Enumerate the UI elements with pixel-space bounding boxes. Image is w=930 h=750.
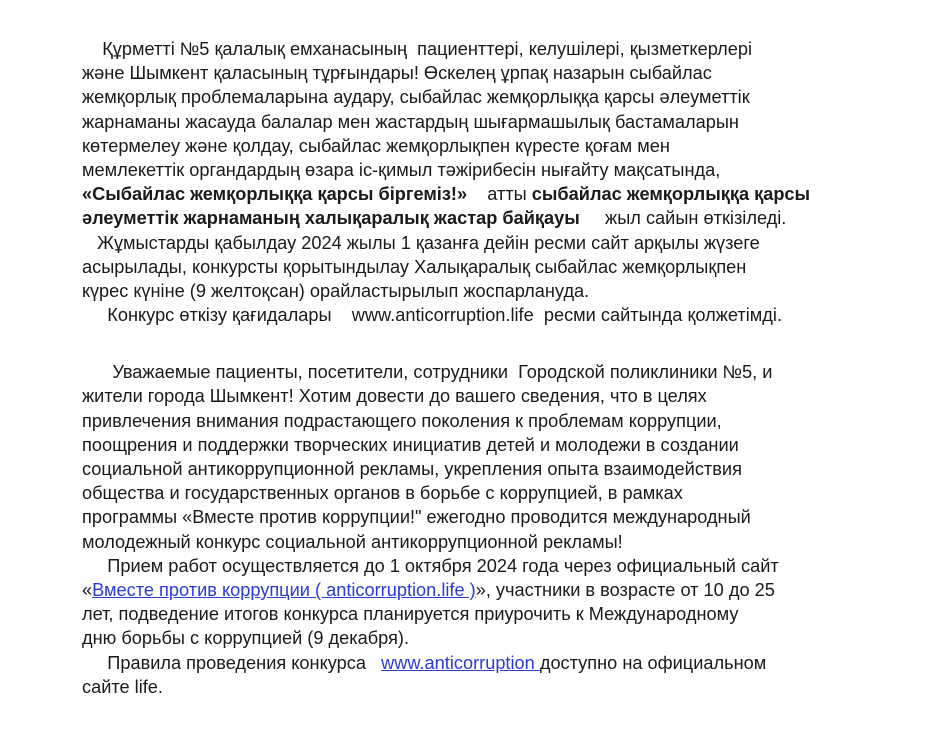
text-line <box>82 206 902 230</box>
rules-site-link[interactable]: www.anticorruption <box>381 652 540 673</box>
text-line: дню борьбы с коррупцией (9 декабря). <box>82 628 410 649</box>
text-line: күрес күніне (9 желтоқсан) орайластырылып жоспарлануда. <box>82 280 590 301</box>
text-line: Конкурс өткізу қағидалары www.anticorruption.life ресми сайтында қолжетімді. <box>82 305 783 326</box>
text-line: социальной антикоррупционной рекламы, укрепления опыта взаимодействия <box>82 459 742 479</box>
text-line: Прием работ осуществляется до 1 октября 2024 года через официальный сайт <box>82 555 779 576</box>
paragraph-gap <box>82 327 902 360</box>
text-line: жемқорлық проблемаларына аудару, сыбайлас жемқорлыққа қарсы әлеуметтік <box>82 87 750 108</box>
kazakh-paragraph <box>82 37 902 327</box>
text-line: асырылады, конкурсты қорытындылау Халықаралық сыбайлас жемқорлықпен <box>82 256 747 277</box>
text-line: көтермелеу және қолдау, сыбайлас жемқорлықпен күресте қоғам мен <box>82 135 670 156</box>
text-line: молодежный конкурс социальной антикоррупционной рекламы! <box>82 531 623 552</box>
text-line: мемлекеттік органдардың өзара іс-қимыл тәжірибесін нығайту мақсатында, <box>82 159 721 180</box>
text-line: лет, подведение итогов конкурса планируется приурочить к Международному <box>82 604 739 625</box>
text-line <box>82 578 902 602</box>
text-line: Уважаемые пациенты, посетители, сотрудники Городской поликлиники №5, и <box>82 362 773 383</box>
text-fragment: « <box>82 579 93 600</box>
text-fragment: жыл сайын өткізіледі. <box>579 208 792 229</box>
text-fragment: атты <box>467 184 532 205</box>
announcement-document <box>82 37 902 699</box>
text-fragment: », участники в возрасте от 10 до 25 <box>475 579 775 600</box>
text-line: поощрения и поддержки творческих инициатив детей и молодежи в создании <box>82 434 739 455</box>
text-line: программы «Вместе против коррупции!" ежегодно проводится международный <box>82 507 751 528</box>
text-line: жители города Шымкент! Хотим довести до вашего сведения, что в целях <box>82 386 707 407</box>
text-line: Құрметті №5 қалалық емханасының пациенттері, келушілері, қызметкерлері <box>82 39 753 59</box>
text-line: және Шымкент қаласының тұрғындары! Өскелең ұрпақ назарын сыбайлас <box>82 63 712 84</box>
text-line: жарнаманы жасауда балалар мен жастардың шығармашылық бастамаларын <box>82 111 739 132</box>
text-fragment: Правила проведения конкурса <box>82 652 382 673</box>
contest-name-part1: сыбайлас жемқорлыққа қарсы <box>531 184 811 205</box>
text-line <box>82 182 902 206</box>
text-fragment: доступно на официальном <box>539 652 767 673</box>
contest-name-part2: әлеуметтік жарнаманың халықаралық жастар байқауы <box>82 208 580 229</box>
contest-slogan: «Сыбайлас жемқорлыққа қарсы біргеміз!» <box>82 184 468 205</box>
text-line: сайте life. <box>82 676 163 697</box>
contest-site-link[interactable]: Вместе против коррупции ( anticorruption.life ) <box>92 579 476 600</box>
text-line: привлечения внимания подрастающего поколения к проблемам коррупции, <box>82 410 722 431</box>
russian-paragraph <box>82 360 902 699</box>
text-line <box>82 651 902 675</box>
text-line: общества и государственных органов в борьбе с коррупцией, в рамках <box>82 483 683 504</box>
text-line: Жұмыстарды қабылдау 2024 жылы 1 қазанға дейін ресми сайт арқылы жүзеге <box>82 232 760 253</box>
